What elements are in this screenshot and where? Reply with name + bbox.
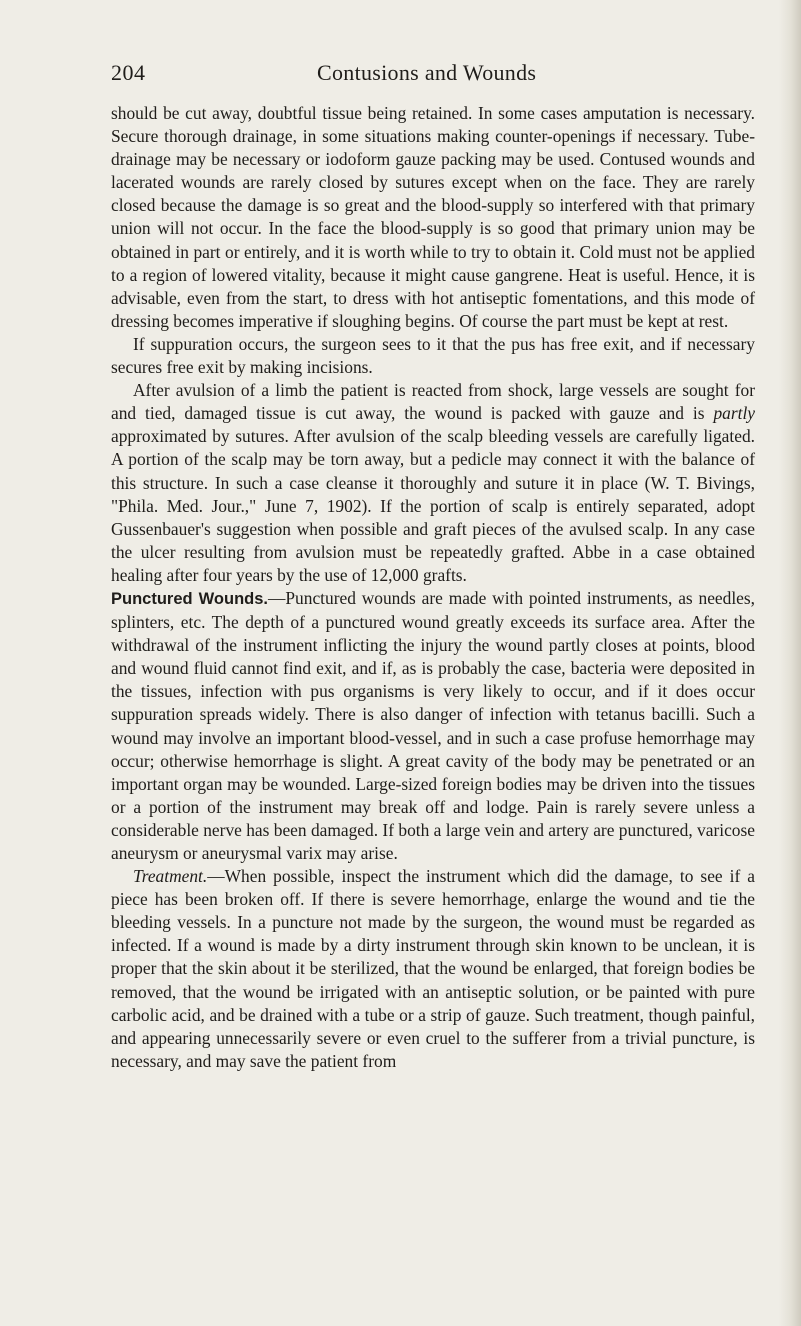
paragraph-suppuration: If suppuration occurs, the surgeon sees to it that the pus has free exit, and if necessary secures free exit by making incisions. [111,333,755,378]
subheading-treatment: Treatment. [133,866,208,887]
paragraph-punctured-wounds [111,587,755,865]
paragraph-continued: should be cut away, doubtful tissue being retained. In some cases amputation is necessary. Secure thorough drainage, in some situations making counter-openings if necessary. Tube-drainage may be necessary or iodoform gauze packing may be used. Contused wounds and lacerated wounds are rarely closed by sutures except when on the face. They are rarely closed because the damage is so great and the blood-supply so interfered with that primary union will not occur. In the face the blood-supply is so good that primary union may be obtained in part or entirely, and it is worth while to try to obtain it. Cold must not be applied to a region of lowered vitality, because it might cause gangrene. Heat is useful. Hence, it is advisable, even from the start, to dress with hot antiseptic fomentations, and this mode of dressing becomes imperative if sloughing begins. Of course the part must be kept at rest. [111,103,755,331]
emphasis-partly: partly [713,403,755,424]
paragraph-avulsion-text-end: approximated by sutures. After avulsion of the scalp bleeding vessels are carefully ligated. A portion of the scalp may be torn away, but a pedicle may connect it with the balance of this structure. In such a case cleanse it thoroughly and suture it in place (W. T. Bivings, "Phila. Med. Jour.," June 7, 1902). If the portion of scalp is entirely separated, adopt Gussenbauer's suggestion when possible and graft pieces of the avulsed scalp. In any case the ulcer resulting from avulsion must be repeatedly grafted. Abbe in a case obtained healing after four years by the use of 12,000 grafts. [111,426,755,585]
paragraph-avulsion-text-start: After avulsion of a limb the patient is reacted from shock, large vessels are sought for and tied, damaged tissue is cut away, the wound is packed with gauze and is [111,380,755,424]
body-text [111,102,755,1073]
running-title: Contusions and Wounds [317,60,537,85]
running-header [111,58,755,88]
paragraph-avulsion [111,379,755,587]
page-edge-shadow [779,0,801,1326]
page-number: 204 [111,60,146,85]
paragraph-treatment-text: —When possible, inspect the instrument which did the damage, to see if a piece has been broken off. If there is severe hemorrhage, enlarge the wound and tie the bleeding vessels. In a puncture not made by the surgeon, the wound must be regarded as infected. If a wound is made by a dirty instrument through skin known to be unclean, it is proper that the skin about it be sterilized, that the wound be enlarged, that foreign bodies be removed, that the wound be irrigated with an antiseptic solution, or be painted with pure carbolic acid, and be drained with a tube or a strip of gauze. Such treatment, though painful, and appearing unnecessarily severe or even cruel to the sufferer from a trivial puncture, is necessary, and may save the patient from [111,866,755,1071]
paragraph-treatment [111,865,755,1073]
paragraph-punctured-wounds-text: —Punctured wounds are made with pointed instruments, as needles, splinters, etc. The depth of a punctured wound greatly exceeds its surface area. After the withdrawal of the instrument inflicting the injury the wound partly closes at points, blood and wound fluid cannot find exit, and if, as is probably the case, bacteria were deposited in the tissues, infection with pus organisms is very likely to occur, and if it does occur suppuration spreads widely. There is also danger of infection with tetanus bacilli. Such a wound may involve an important blood-vessel, and in such a case profuse hemorrhage may occur; otherwise hemorrhage is slight. A great cavity of the body may be penetrated or an important organ may be wounded. Large-sized foreign bodies may be driven into the tissues or a portion of the instrument may break off and lodge. Pain is rarely severe unless a considerable nerve has been damaged. If both a large vein and artery are punctured, varicose aneurysm or aneurysmal varix may arise. [111,587,755,863]
section-heading-punctured-wounds: Punctured Wounds. [111,589,268,608]
